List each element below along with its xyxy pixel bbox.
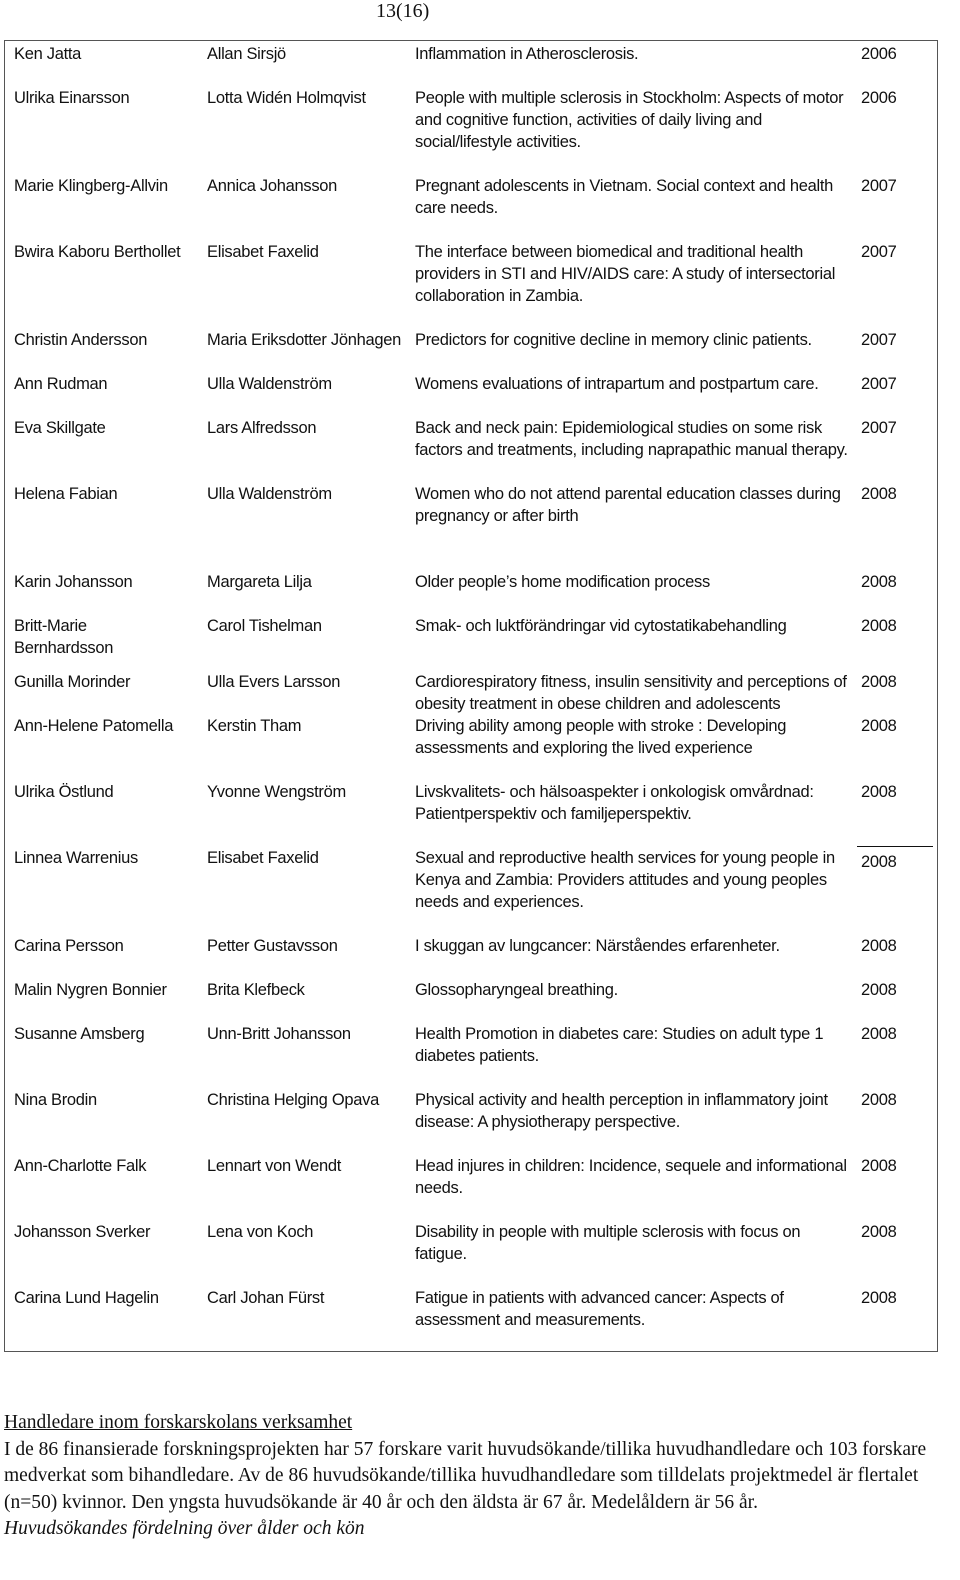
year: 2007 [861,331,897,349]
supervisor-name: Ulla Evers Larsson [207,673,341,691]
year: 2008 [861,981,897,999]
supervisor-name: Carol Tishelman [207,617,322,635]
year: 2007 [861,375,897,393]
author-name: Bwira Kaboru Berthollet [14,243,181,261]
supervisor-name: Allan Sirsjö [207,45,286,63]
supervisor-name: Lena von Koch [207,1223,314,1241]
supervisor-name: Maria Eriksdotter Jönhagen [207,331,401,349]
supervisor-name: Ulla Waldenström [207,485,332,503]
author-name: Nina Brodin [14,1091,97,1109]
supervisor-name: Ulla Waldenström [207,375,332,393]
section-paragraph: I de 86 finansierade forskningsprojekten har 57 forskare varit huvudsökande/tillika huvudhandledare och 103 forskare medverkat som bihandledare. Av de 86 huvudsökande/tillika huvudhandledare som tilldelats projektmedel är flertalet (n=50) kvinnor. Den yngsta huvudsökande är 40 år och den äldsta är 67 år. Medelåldern är 56 år. [4,1438,927,1513]
year-rule-line [857,846,933,847]
thesis-title: Back and neck pain: Epidemiological studies on some risk factors and treatments, including naprapathic manual therapy. [415,419,848,459]
year: 2006 [861,45,897,63]
author-name: Ulrika Einarsson [14,89,130,107]
year: 2008 [861,573,897,591]
year: 2007 [861,177,897,195]
thesis-title: Health Promotion in diabetes care: Studies on adult type 1 diabetes patients. [415,1025,824,1065]
thesis-title: The interface between biomedical and traditional health providers in STI and HIV/AIDS care: A study of intersectorial collaboration in Zambia. [415,243,836,305]
year: 2008 [861,1157,897,1175]
thesis-title: Predictors for cognitive decline in memory clinic patients. [415,331,812,349]
thesis-title: People with multiple sclerosis in Stockholm: Aspects of motor and cognitive function, activities of daily living and social/lifestyle activities. [415,89,844,151]
thesis-title: Cardiorespiratory fitness, insulin sensitivity and perceptions of obesity treatment in obese children and adolescents [415,673,847,713]
year: 2008 [861,853,897,871]
supervisor-name: Carl Johan Fürst [207,1289,325,1307]
supervisor-name: Petter Gustavsson [207,937,338,955]
supervisor-name: Kerstin Tham [207,717,302,735]
author-name: Susanne Amsberg [14,1025,145,1043]
author-name: Ulrika Östlund [14,783,114,801]
thesis-title: Physical activity and health perception in inflammatory joint disease: A physiotherapy perspective. [415,1091,828,1131]
author-name: Carina Lund Hagelin [14,1289,159,1307]
supervisor-name: Lennart von Wendt [207,1157,342,1175]
supervisor-name: Yvonne Wengström [207,783,346,801]
thesis-title: Sexual and reproductive health services for young people in Kenya and Zambia: Providers attitudes and young peoples needs and experiences. [415,849,835,911]
author-name: Ann Rudman [14,375,108,393]
supervisor-name: Lotta Widén Holmqvist [207,89,366,107]
supervisor-name: Elisabet Faxelid [207,243,319,261]
section-subheading: Huvudsökandes fördelning över ålder och kön [4,1518,365,1539]
author-name: Gunilla Morinder [14,673,131,691]
thesis-title: Smak- och luktförändringar vid cytostatikabehandling [415,617,787,635]
author-name: Carina Persson [14,937,124,955]
thesis-title: I skuggan av lungcancer: Närståendes erfarenheter. [415,937,780,955]
thesis-title: Disability in people with multiple sclerosis with focus on fatigue. [415,1223,801,1263]
thesis-title: Older people’s home modification process [415,573,710,591]
thesis-title: Pregnant adolescents in Vietnam. Social context and health care needs. [415,177,833,217]
author-name: Ken Jatta [14,45,82,63]
supervisor-name: Elisabet Faxelid [207,849,319,867]
year: 2008 [861,783,897,801]
year: 2007 [861,419,897,437]
supervisor-name: Annica Johansson [207,177,338,195]
year: 2008 [861,1289,897,1307]
author-name: Helena Fabian [14,485,118,503]
author-name: Johansson Sverker [14,1223,151,1241]
supervisor-name: Christina Helging Opava [207,1091,379,1109]
thesis-title: Womens evaluations of intrapartum and postpartum care. [415,375,819,393]
year: 2008 [861,1025,897,1043]
supervisor-name: Brita Klefbeck [207,981,305,999]
year: 2008 [861,717,897,735]
thesis-title: Livskvalitets- och hälsoaspekter i onkologisk omvårdnad: Patientperspektiv och familjeperspektiv. [415,783,814,823]
year: 2007 [861,243,897,261]
supervisor-name: Margareta Lilja [207,573,312,591]
thesis-title: Women who do not attend parental education classes during pregnancy or after birth [415,485,841,525]
supervisors-section [4,1410,956,1543]
author-name: Malin Nygren Bonnier [14,981,167,999]
thesis-title: Glossopharyngeal breathing. [415,981,618,999]
author-name: Marie Klingberg-Allvin [14,177,168,195]
year: 2008 [861,617,897,635]
author-name: Christin Andersson [14,331,148,349]
year: 2008 [861,1091,897,1109]
author-name: Eva Skillgate [14,419,106,437]
thesis-title: Driving ability among people with stroke : Developing assessments and exploring the lived experience [415,717,787,757]
year: 2008 [861,937,897,955]
author-name: Britt-Marie Bernhardsson [14,617,114,657]
author-name: Karin Johansson [14,573,133,591]
thesis-title: Inflammation in Atherosclerosis. [415,45,639,63]
author-name: Linnea Warrenius [14,849,138,867]
year: 2006 [861,89,897,107]
author-name: Ann-Charlotte Falk [14,1157,147,1175]
page-number: 13(16) [376,0,430,22]
supervisor-name: Lars Alfredsson [207,419,317,437]
year: 2008 [861,673,897,691]
year: 2008 [861,1223,897,1241]
section-heading: Handledare inom forskarskolans verksamhet [4,1412,353,1433]
dissertation-table [4,40,938,1352]
thesis-title: Fatigue in patients with advanced cancer: Aspects of assessment and measurements. [415,1289,784,1329]
year: 2008 [861,485,897,503]
author-name: Ann-Helene Patomella [14,717,174,735]
supervisor-name: Unn-Britt Johansson [207,1025,351,1043]
thesis-title: Head injures in children: Incidence, sequele and informational needs. [415,1157,847,1197]
